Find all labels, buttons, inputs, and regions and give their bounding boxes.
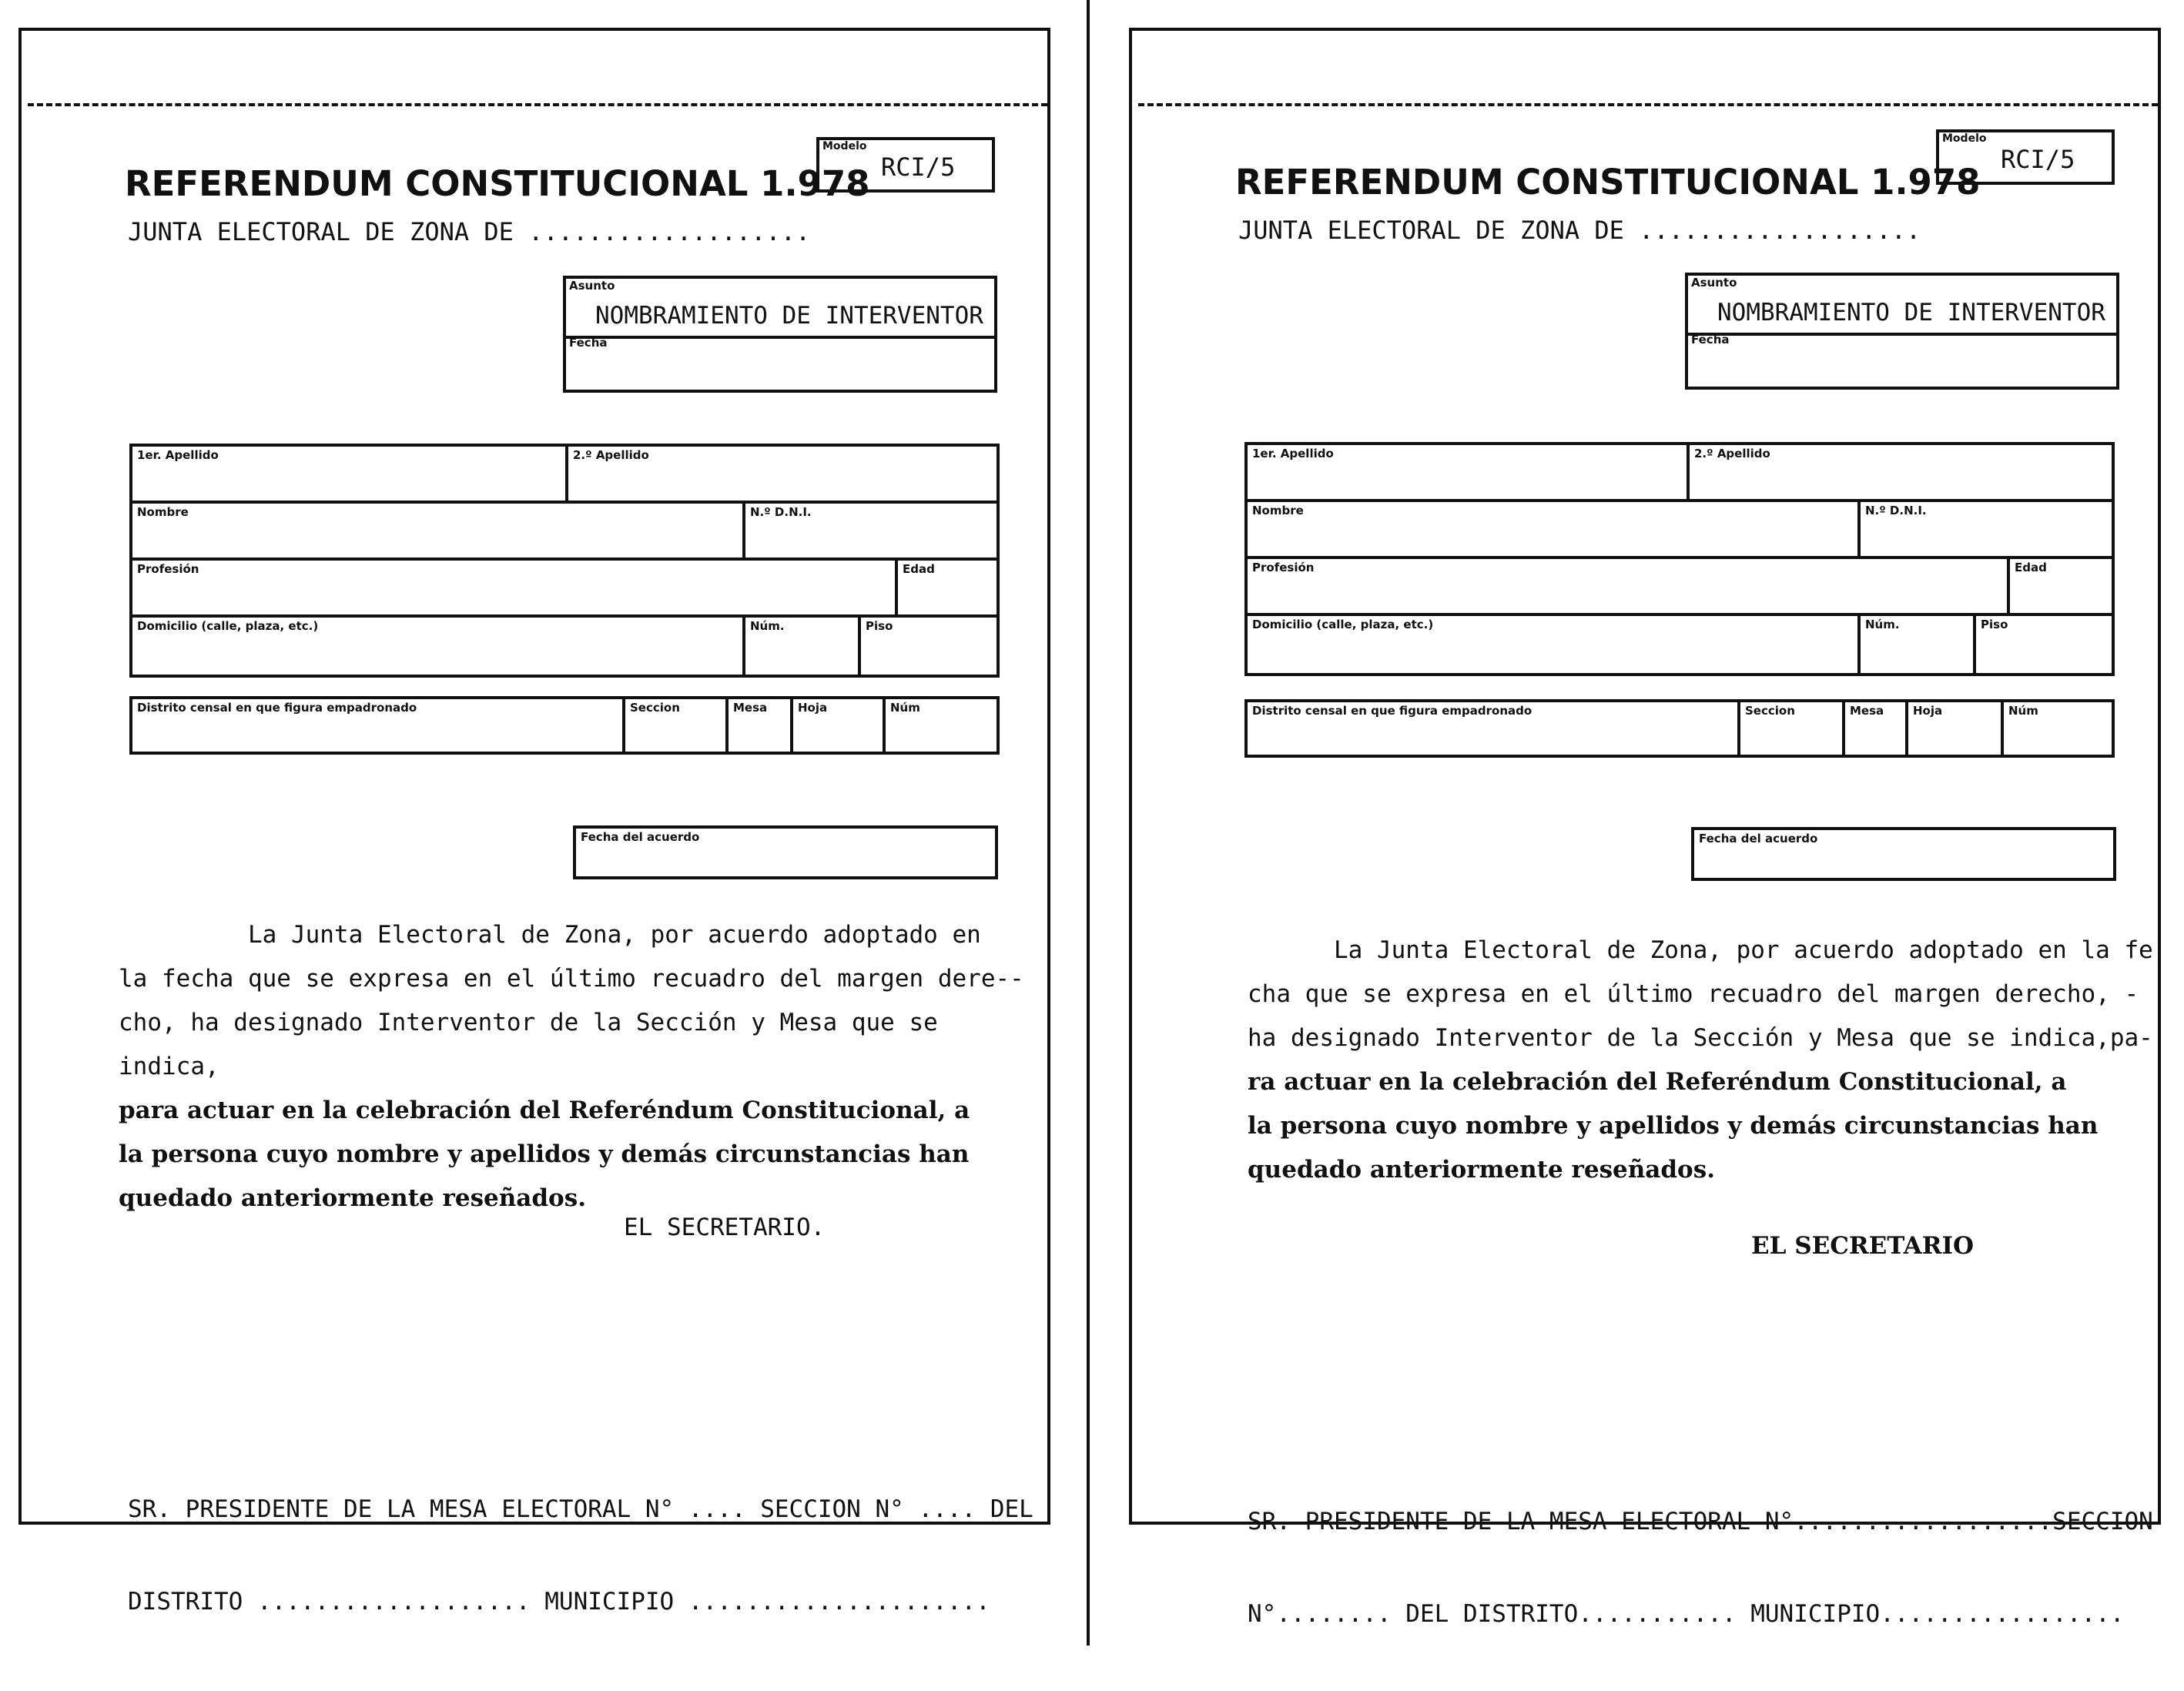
grid-row-domicilio: [1248, 616, 2112, 673]
form-title: REFERENDUM CONSTITUCIONAL 1.978: [1235, 162, 1981, 203]
nombre-label: Nombre: [137, 505, 189, 519]
grid-row-nombre: [132, 504, 997, 561]
distrito-field[interactable]: [132, 699, 622, 752]
grid-row-apellidos: [1248, 445, 2112, 502]
profesion-label: Profesión: [1252, 561, 1315, 574]
cut-line: [1138, 103, 2158, 106]
footer-line-2: DISTRITO ................... MUNICIPIO .....................: [128, 1588, 990, 1616]
num2-field[interactable]: [883, 699, 997, 752]
hoja-field[interactable]: [1905, 702, 2001, 755]
modelo-value: RCI/5: [881, 152, 956, 182]
census-data-grid: [1244, 699, 2115, 758]
secretario-signature: EL SECRETARIO: [1751, 1232, 1974, 1260]
grid-row-nombre: [1248, 502, 2112, 559]
asunto-label: Asunto: [569, 279, 615, 293]
nombre-field[interactable]: [1248, 502, 1857, 556]
form-title: REFERENDUM CONSTITUCIONAL 1.978: [125, 163, 870, 204]
apellido2-label: 2.º Apellido: [1694, 447, 1770, 460]
body-line: La Junta Electoral de Zona, por acuerdo adoptado en la fe: [1248, 936, 2153, 964]
body-line: La Junta Electoral de Zona, por acuerdo adoptado en: [119, 921, 981, 949]
fecha-row[interactable]: [566, 336, 994, 390]
apellido2-label: 2.º Apellido: [573, 448, 649, 462]
hoja-field[interactable]: [790, 699, 883, 752]
dni-field[interactable]: [1857, 502, 2112, 556]
asunto-row: [1688, 276, 2116, 336]
body-paragraph: [119, 913, 1035, 1221]
asunto-value: NOMBRAMIENTO DE INTERVENTOR: [595, 302, 983, 330]
modelo-label: Modelo: [822, 140, 867, 152]
body-line: para actuar en la celebración del Referéndum Constitucional, a: [119, 1097, 970, 1124]
fecha-label: Fecha: [569, 336, 608, 350]
domicilio-field[interactable]: [1248, 616, 1857, 673]
profesion-label: Profesión: [137, 562, 199, 576]
apellido1-field[interactable]: [1248, 445, 1687, 499]
grid-row-apellidos: [132, 447, 997, 504]
domicilio-label: Domicilio (calle, plaza, etc.): [137, 619, 319, 633]
nombre-field[interactable]: [132, 504, 742, 558]
fecha-acuerdo-label: Fecha del acuerdo: [581, 830, 700, 844]
edad-label: Edad: [903, 562, 935, 576]
footer-line-1: SR. PRESIDENTE DE LA MESA ELECTORAL N° .... SECCION N° .... DEL: [128, 1495, 1033, 1523]
num2-field[interactable]: [2001, 702, 2112, 755]
body-line: quedado anteriormente reseñados.: [119, 1184, 586, 1212]
fecha-acuerdo-box[interactable]: [1691, 827, 2116, 881]
edad-field[interactable]: [895, 561, 997, 614]
apellido1-label: 1er. Apellido: [1252, 447, 1334, 460]
num-field[interactable]: [742, 618, 858, 675]
nombre-label: Nombre: [1252, 504, 1304, 517]
modelo-box: [1936, 129, 2115, 185]
num-field[interactable]: [1857, 616, 1973, 673]
asunto-box: [1685, 273, 2119, 390]
footer-line-2: N°........ DEL DISTRITO........... MUNICIPIO.................: [1248, 1600, 2125, 1628]
personal-data-grid: [129, 444, 1000, 678]
seccion-label: Seccion: [1745, 704, 1795, 718]
seccion-label: Seccion: [630, 701, 680, 715]
modelo-value: RCI/5: [2001, 145, 2075, 174]
modelo-box: [816, 137, 995, 193]
grid-row-profesion: [1248, 559, 2112, 616]
seccion-field[interactable]: [622, 699, 725, 752]
domicilio-field[interactable]: [132, 618, 742, 675]
form-sheet-left: [18, 28, 1050, 1616]
apellido2-field[interactable]: [1687, 445, 2112, 499]
asunto-label: Asunto: [1691, 276, 1737, 290]
apellido1-label: 1er. Apellido: [137, 448, 219, 462]
num2-label: Núm: [890, 701, 920, 715]
piso-label: Piso: [1981, 618, 2008, 631]
fecha-acuerdo-box[interactable]: [573, 825, 998, 879]
secretario-signature: EL SECRETARIO.: [624, 1214, 826, 1241]
cut-line: [28, 103, 1047, 106]
piso-field[interactable]: [1973, 616, 2112, 673]
apellido1-field[interactable]: [132, 447, 565, 501]
center-fold-line: [1087, 0, 1090, 1646]
piso-label: Piso: [866, 619, 893, 633]
body-paragraph: [1248, 929, 2164, 1192]
hoja-label: Hoja: [1913, 704, 1943, 718]
body-line: quedado anteriormente reseñados.: [1248, 1156, 1715, 1184]
hoja-label: Hoja: [798, 701, 828, 715]
junta-electoral-line: JUNTA ELECTORAL DE ZONA DE ...................: [128, 217, 811, 246]
personal-data-grid: [1244, 442, 2115, 676]
mesa-label: Mesa: [733, 701, 768, 715]
mesa-field[interactable]: [725, 699, 790, 752]
distrito-label: Distrito censal en que figura empadronado: [137, 701, 417, 715]
body-line: ha designado Interventor de la Sección y Mesa que se indica,pa-: [1248, 1024, 2153, 1052]
dni-field[interactable]: [742, 504, 997, 558]
dni-label: N.º D.N.I.: [1865, 504, 1927, 517]
domicilio-label: Domicilio (calle, plaza, etc.): [1252, 618, 1434, 631]
asunto-value: NOMBRAMIENTO DE INTERVENTOR: [1717, 299, 2105, 326]
num2-label: Núm: [2008, 704, 2038, 718]
mesa-label: Mesa: [1850, 704, 1884, 718]
apellido2-field[interactable]: [565, 447, 997, 501]
edad-label: Edad: [2015, 561, 2047, 574]
distrito-field[interactable]: [1248, 702, 1737, 755]
profesion-field[interactable]: [1248, 559, 2007, 613]
dni-label: N.º D.N.I.: [750, 505, 812, 519]
body-line: cho, ha designado Interventor de la Sección y Mesa que se indica,: [119, 1009, 953, 1080]
body-line: ra actuar en la celebración del Referéndum Constitucional, a: [1248, 1068, 2067, 1096]
body-line: la persona cuyo nombre y apellidos y demás circunstancias han: [119, 1140, 970, 1168]
junta-electoral-line: JUNTA ELECTORAL DE ZONA DE ...................: [1238, 216, 1921, 245]
grid-row-domicilio: [132, 618, 997, 675]
body-line: la fecha que se expresa en el último recuadro del margen dere--: [119, 965, 1024, 993]
asunto-box: [563, 276, 997, 393]
fecha-row[interactable]: [1688, 333, 2116, 387]
footer-address: [1248, 1445, 2153, 1691]
body-line: la persona cuyo nombre y apellidos y demás circunstancias han: [1248, 1112, 2099, 1140]
num-label: Núm.: [1865, 618, 1900, 631]
grid-row-profesion: [132, 561, 997, 618]
body-line: cha que se expresa en el último recuadro del margen derecho, -: [1248, 980, 2139, 1008]
footer-line-1: SR. PRESIDENTE DE LA MESA ELECTORAL N°..................SECCION: [1248, 1508, 2153, 1535]
edad-field[interactable]: [2007, 559, 2112, 613]
piso-field[interactable]: [858, 618, 997, 675]
profesion-field[interactable]: [132, 561, 895, 614]
form-sheet-right: [1129, 28, 2161, 1628]
modelo-label: Modelo: [1942, 132, 1987, 145]
mesa-field[interactable]: [1842, 702, 1905, 755]
asunto-row: [566, 279, 994, 339]
census-data-grid: [129, 696, 1000, 755]
num-label: Núm.: [750, 619, 785, 633]
fecha-acuerdo-label: Fecha del acuerdo: [1699, 832, 1818, 846]
seccion-field[interactable]: [1737, 702, 1842, 755]
fecha-label: Fecha: [1691, 333, 1730, 347]
distrito-label: Distrito censal en que figura empadronado: [1252, 704, 1532, 718]
footer-address: [128, 1432, 1033, 1679]
